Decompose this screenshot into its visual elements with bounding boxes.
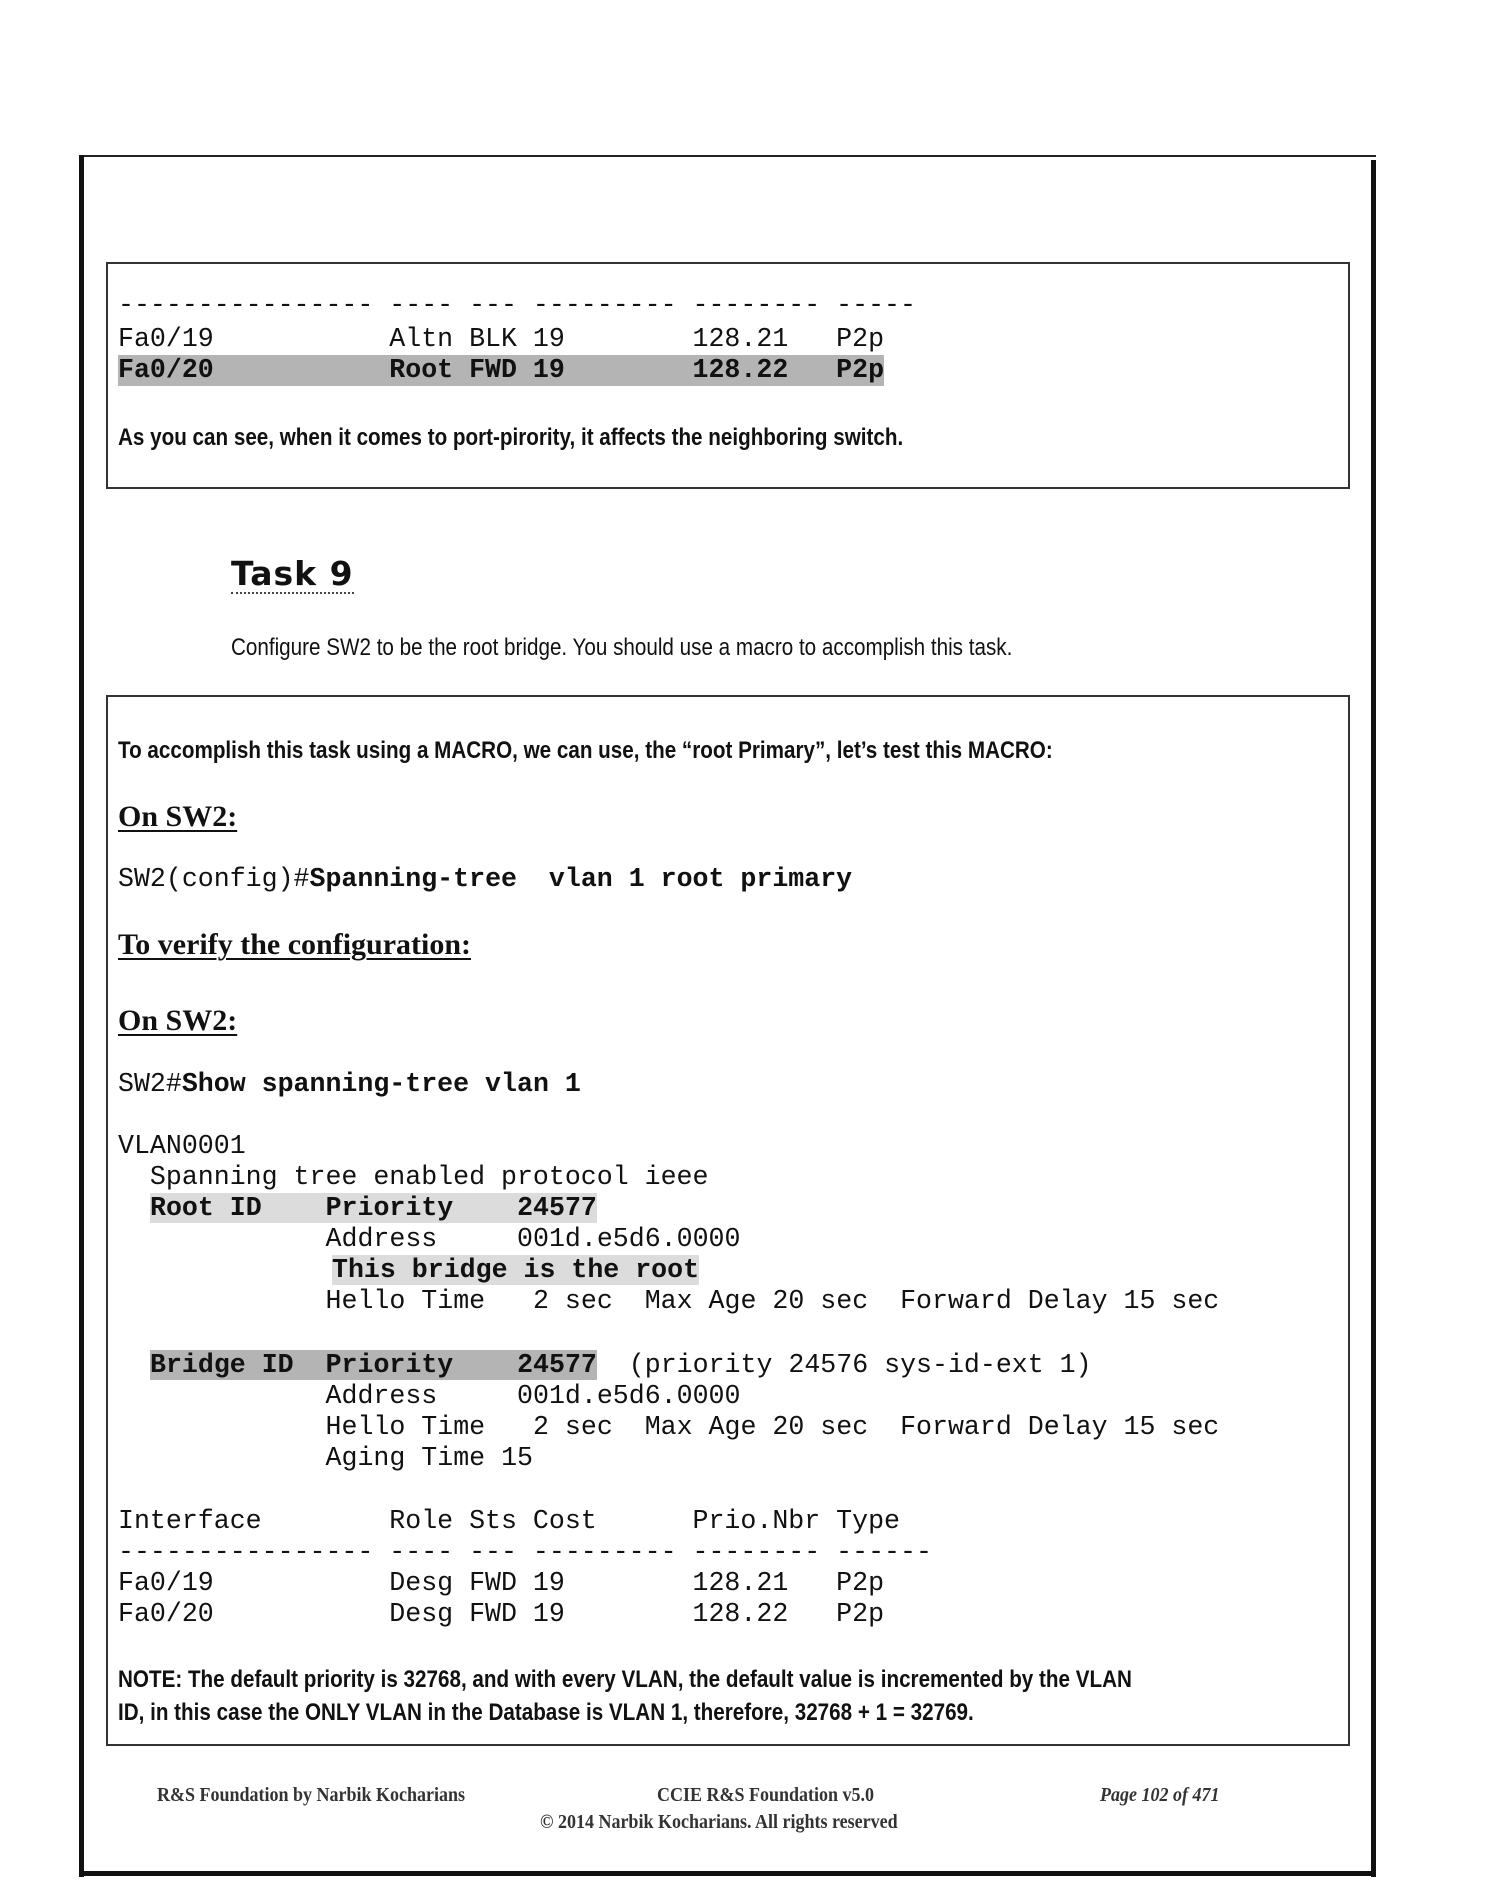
- bridge-priority-value: 24577: [517, 1350, 597, 1380]
- footer-title: CCIE R&S Foundation v5.0: [657, 1784, 875, 1806]
- this-bridge-is-root-highlight: This bridge is the root: [332, 1255, 700, 1285]
- footer-page-number: [1100, 1784, 1219, 1807]
- note-line-1: NOTE: The default priority is 32768, and with every VLAN, the default value is incremented by the VLAN: [118, 1666, 1132, 1693]
- output-root-timers-line: Hello Time 2 sec Max Age 20 sec Forward Delay 15 sec: [150, 1286, 1220, 1316]
- bridge-priority-detail: (priority 24576 sys-id-ext 1): [628, 1350, 1092, 1380]
- interface-table-dashes: ---------------- ---- --- --------- -------- ------: [118, 1537, 932, 1567]
- output-bridge-timers-line: Hello Time 2 sec Max Age 20 sec Forward Delay 15 sec: [150, 1412, 1220, 1442]
- output-bridge-id-line: [150, 1350, 1092, 1381]
- output-vlan-line: VLAN0001: [118, 1131, 246, 1161]
- solution-intro: To accomplish this task using a MACRO, we can use, the “root Primary”, let’s test this MACRO:: [118, 737, 1053, 764]
- page-frame-top-border: [80, 155, 1376, 157]
- section-heading-on-sw2: On SW2:: [118, 1004, 238, 1037]
- table-row: Fa0/19 Altn BLK 19 128.21 P2p: [118, 324, 885, 354]
- table-row-highlighted: [118, 355, 884, 386]
- output-aging-line: Aging Time 15: [150, 1443, 534, 1473]
- page-frame-left-border: [79, 155, 84, 1877]
- output-root-bridge-line: [332, 1255, 699, 1286]
- table-dash-row: ---------------- ---- --- --------- -------- -----: [118, 290, 916, 320]
- task-heading: Task 9: [231, 554, 354, 593]
- config-command-line: [118, 864, 852, 895]
- cli-command: Show spanning-tree vlan 1: [181, 1069, 581, 1099]
- page-number-text: Page 102 of 471: [1100, 1784, 1220, 1806]
- task-description: Configure SW2 to be the root bridge. You should use a macro to accomplish this task.: [231, 634, 1013, 661]
- table-row: Fa0/20 Desg FWD 19 128.22 P2p: [118, 1599, 885, 1629]
- output-root-id-line: [150, 1193, 597, 1224]
- bridge-id-highlight: [150, 1350, 597, 1380]
- page-frame-bottom-border: [79, 1871, 1376, 1876]
- note-line-2: ID, in this case the ONLY VLAN in the Database is VLAN 1, therefore, 32768 + 1 = 32769.: [118, 1699, 974, 1726]
- output-protocol-line: Spanning tree enabled protocol ieee: [118, 1162, 709, 1192]
- output-root-address-line: Address 001d.e5d6.0000: [150, 1224, 741, 1254]
- root-priority-value: 24577: [517, 1193, 597, 1223]
- bridge-priority-label: Priority: [325, 1350, 454, 1380]
- section-heading-on-sw2: On SW2:: [118, 800, 238, 833]
- root-id-highlight: [150, 1193, 597, 1223]
- show-command-line: [118, 1069, 581, 1100]
- root-id-label: Root ID: [150, 1193, 262, 1223]
- table-row: Fa0/19 Desg FWD 19 128.21 P2p: [118, 1568, 885, 1598]
- bridge-id-label: Bridge ID: [150, 1350, 294, 1380]
- footer-author: R&S Foundation by Narbik Kocharians: [157, 1784, 466, 1806]
- root-priority-label: Priority: [325, 1193, 454, 1223]
- explanation-text: As you can see, when it comes to port-pirority, it affects the neighboring switch.: [118, 424, 904, 451]
- section-heading-verify: To verify the configuration:: [118, 928, 472, 961]
- cli-command: Spanning-tree vlan 1 root primary: [309, 864, 853, 894]
- cli-prompt: SW2#: [118, 1069, 182, 1099]
- page-frame-right-border: [1371, 160, 1376, 1877]
- footer-copyright: © 2014 Narbik Kocharians. All rights reserved: [540, 1811, 898, 1833]
- interface-table-header: Interface Role Sts Cost Prio.Nbr Type: [118, 1506, 900, 1536]
- cli-prompt: SW2(config)#: [118, 864, 310, 894]
- table-row-text: Fa0/20 Root FWD 19 128.22 P2p: [118, 355, 885, 385]
- output-bridge-address-line: Address 001d.e5d6.0000: [150, 1381, 741, 1411]
